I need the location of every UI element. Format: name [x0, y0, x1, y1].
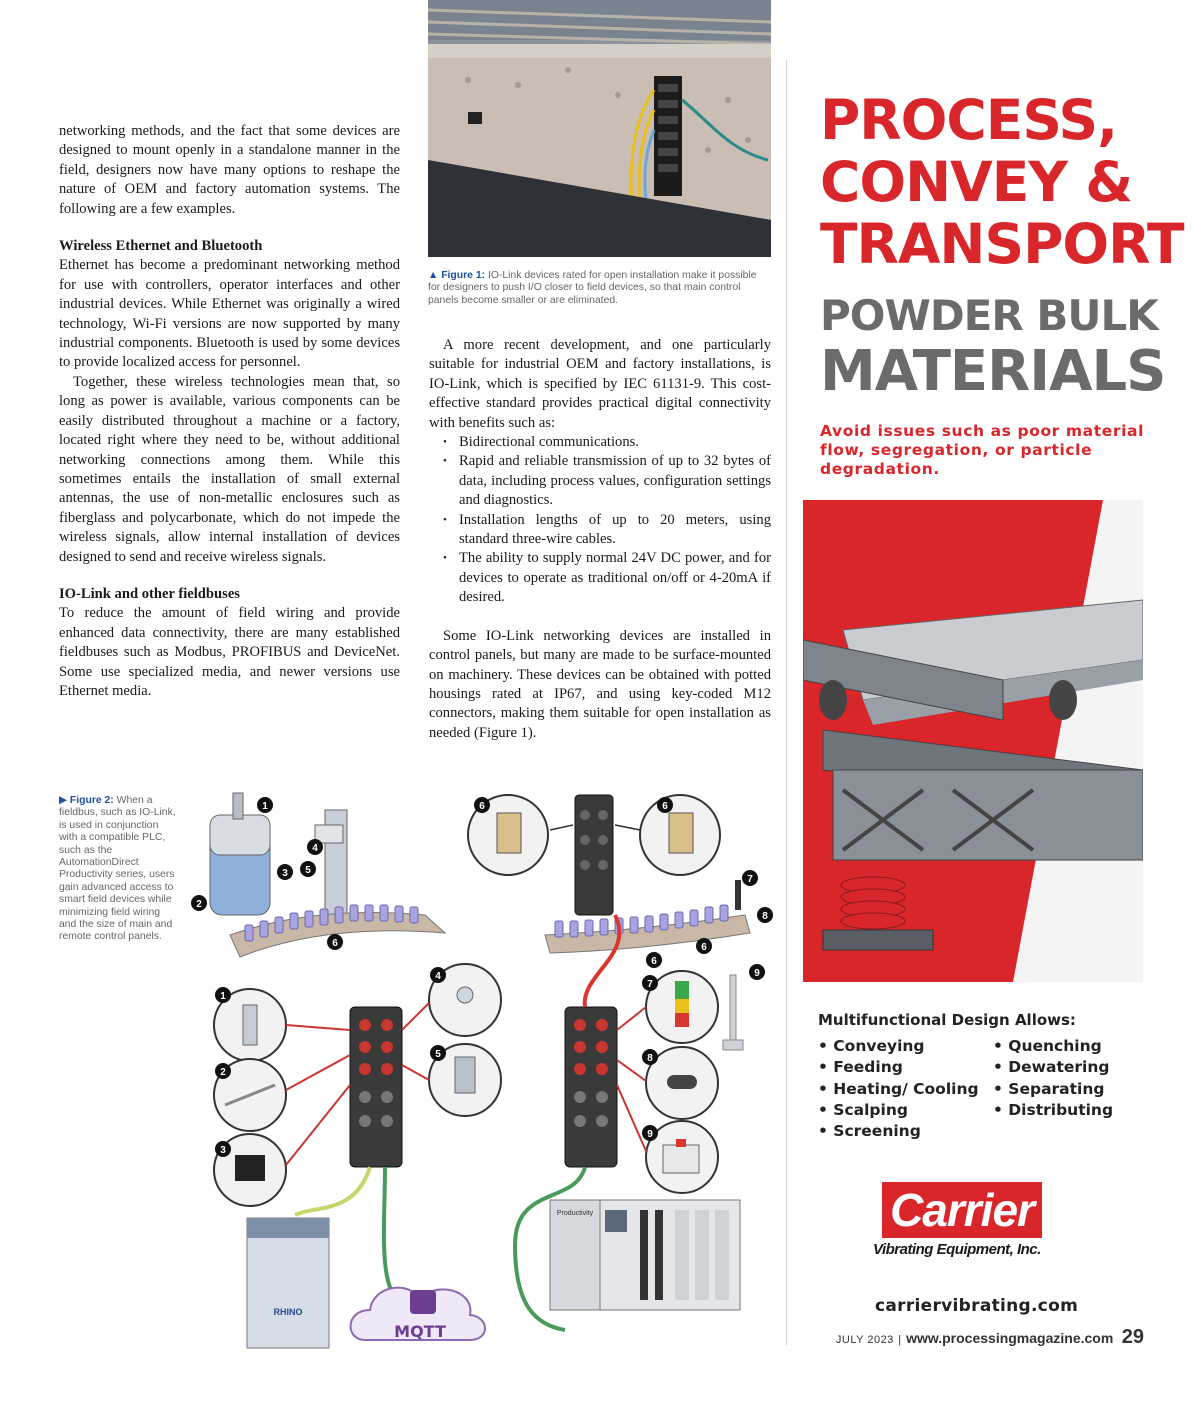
caption-arrow-icon: ▶ [59, 795, 67, 806]
carrier-logo-subtitle: Vibrating Equipment, Inc. [873, 1241, 1041, 1258]
mqtt-label: MQTT [394, 1322, 446, 1341]
plc-brand: Productivity [556, 1210, 594, 1217]
svg-text:6: 6 [701, 942, 707, 953]
benefits-list [429, 433, 771, 608]
svg-text:6: 6 [662, 801, 668, 812]
valve-stand-graphic [315, 810, 347, 920]
sensor-circle-6b [640, 795, 720, 875]
badge-3-top [277, 864, 293, 880]
heading-iolink: IO-Link and other fieldbuses [59, 585, 240, 602]
badge-2-top [191, 895, 207, 911]
badge-2 [215, 1063, 231, 1079]
badge-8-top [757, 907, 773, 923]
conveyor-photo-graphic [428, 0, 771, 257]
feature-item: • Screening [818, 1122, 921, 1141]
footer-date: JULY 2023 [835, 1334, 894, 1346]
figure2-text: When a fieldbus, such as IO-Link, is used in conjunction with a compatible PLC, such as the AutomationDirect Productivity series, users gain advanced access to smart field devices while minimizing field wiring and the size of main and remote control panels. [59, 795, 176, 943]
badge-6-topleft [474, 797, 490, 813]
svg-text:4: 4 [312, 843, 318, 854]
page-number: 29 [1121, 1326, 1144, 1348]
feature-item: • Quenching [993, 1037, 1102, 1055]
vibrating-feeder-graphic [803, 500, 1143, 982]
page-footer [836, 1326, 1144, 1349]
svg-text:4: 4 [435, 971, 441, 982]
feeder-product-image [803, 500, 1143, 982]
svg-text:8: 8 [762, 911, 768, 922]
left-io-hub [350, 1007, 402, 1167]
features-list-right [993, 1036, 1113, 1121]
feature-item: • Distributing [993, 1100, 1114, 1119]
ad-headline-3: TRANSPORT [820, 212, 1184, 276]
badge-7 [642, 975, 658, 991]
svg-text:5: 5 [305, 865, 311, 876]
ad-website-link[interactable]: carriervibrating.com [875, 1296, 1079, 1316]
svg-text:2: 2 [220, 1067, 226, 1078]
light-post [723, 975, 743, 1050]
benefit-item: • Rapid and reliable transmission of up to 32 bytes of data, including process values, configuration settings and diagnostics. [459, 452, 771, 510]
middle-paragraph-1: A more recent development, and one particularly suitable for industrial OEM and factory installations, is IO-Link, which is specified by IEC 61131-9. This cost-effective standard provides practical digital connectivity with benefits such as: [429, 337, 771, 431]
mqtt-cloud [351, 1288, 485, 1341]
ad-headline-2: CONVEY & [820, 150, 1133, 214]
svg-text:9: 9 [647, 1129, 653, 1140]
yellow-cable [295, 1167, 370, 1215]
badge-8 [642, 1049, 658, 1065]
badge-4 [430, 967, 446, 983]
figure2-diagram [185, 785, 775, 1355]
caption-triangle-icon: ▲ [428, 270, 439, 281]
svg-text:3: 3 [220, 1145, 226, 1156]
psu-brand: RHINO [273, 1307, 303, 1317]
ad-headline-1: PROCESS, [820, 88, 1117, 152]
svg-text:6: 6 [332, 938, 338, 949]
feature-item: • Dewatering [993, 1058, 1110, 1077]
features-list-left [818, 1036, 979, 1142]
badge-9-top [749, 964, 765, 980]
badge-6-right-a [646, 952, 662, 968]
svg-text:1: 1 [220, 991, 226, 1002]
svg-text:6: 6 [651, 956, 657, 967]
svg-text:8: 8 [647, 1053, 653, 1064]
benefit-item: • Installation lengths of up to 20 meters, using standard three-wire cables. [459, 511, 771, 550]
footer-separator: | [898, 1334, 902, 1346]
badge-1 [215, 987, 231, 1003]
benefit-item: • Bidirectional communications. [459, 433, 771, 452]
feature-item: • Scalping [818, 1100, 908, 1119]
badge-5 [430, 1045, 446, 1061]
figure1-photo [428, 0, 771, 257]
svg-text:9: 9 [754, 968, 760, 979]
badge-7-top [742, 870, 758, 886]
badge-6-topright [657, 797, 673, 813]
feature-item: • Conveying [818, 1037, 925, 1055]
figure2-label: Figure 2: [69, 795, 114, 806]
left-paragraph-4: To reduce the amount of field wiring and provide enhanced data connectivity, there are many established fieldbuses such as Modbus, PROFIBUS and DeviceNet. Some use specialized media, and newer versions use Ethernet media. [59, 605, 400, 699]
figure1-caption [428, 270, 768, 307]
middle-paragraph-2: Some IO-Link networking devices are installed in control panels, but many are made to be surface-mounted on machinery. These devices can be obtained with potted housings rated at IP67, and using key-coded M12 connectors, making them suitable for open installation as needed (Figure 1). [429, 627, 771, 741]
left-paragraph-1: networking methods, and the fact that some devices are designed to mount openly in a standalone manner in the field, designers now have many options to reshape the nature of OEM and factory automation systems. The following are a few examples. [59, 123, 400, 217]
carrier-advertisement [786, 60, 1200, 1345]
top-io-hub [575, 795, 613, 915]
svg-text:2: 2 [196, 899, 202, 910]
benefit-item: • The ability to supply normal 24V DC power, and for devices to operate as traditional on/off or 4-20mA if desired. [459, 549, 771, 607]
ad-sub-1: POWDER BULK [820, 291, 1158, 340]
badge-6-right-b [696, 938, 712, 954]
figure2-caption [59, 795, 177, 944]
svg-text:1: 1 [262, 801, 268, 812]
ad-sub-2: MATERIALS [820, 339, 1166, 404]
right-io-hub [565, 1007, 617, 1167]
power-supply [247, 1218, 329, 1348]
left-paragraph-2: Ethernet has become a predominant networking method for use with controllers, operator interfaces and other industrial devices. While Ethernet was originally a wired technology, Wi-Fi versions are now supported by many industrial components. Bluetooth is used by some devices to provide localized access for personnel. [59, 257, 400, 371]
plc-rack [550, 1200, 740, 1310]
feature-item: • Separating [993, 1079, 1105, 1098]
features-title: Multifunctional Design Allows: [818, 1011, 1076, 1029]
carrier-logo: Carrier [882, 1182, 1042, 1238]
badge-3 [215, 1141, 231, 1157]
svg-text:3: 3 [282, 868, 288, 879]
badge-9 [642, 1125, 658, 1141]
badge-6-left [327, 934, 343, 950]
figure1-label: Figure 1: [441, 270, 486, 281]
footer-url[interactable]: www.processingmagazine.com [906, 1330, 1114, 1346]
figure1-text: IO-Link devices rated for open installation make it possible for designers to push I/O closer to field devices, so that main control panels become smaller or are eliminated. [428, 270, 757, 306]
svg-text:5: 5 [435, 1049, 441, 1060]
heading-wireless: Wireless Ethernet and Bluetooth [59, 238, 263, 255]
badge-1-top [257, 797, 273, 813]
ad-tagline: Avoid issues such as poor material flow, segregation, or particle degradation. [820, 422, 1144, 478]
left-paragraph-3: Together, these wireless technologies mean that, so long as power is available, various components can be easily distributed throughout a machine or a factory, located right where they need to be, without additional networking connections among them. While this sometimes entails the installation of small external antennas, the use of non-metallic enclosures such as fiberglass and polycarbonate, which do not impede the wireless signals, allow internal installation of devices designed to send and receive wireless signals. [59, 373, 400, 565]
middle-column [429, 336, 771, 743]
feature-item: • Feeding [818, 1058, 903, 1077]
left-column [59, 122, 400, 701]
badge-4-top [307, 839, 323, 855]
feature-item: • Heating/ Cooling [818, 1079, 979, 1098]
svg-text:7: 7 [647, 979, 653, 990]
badge-5-top [300, 861, 316, 877]
svg-text:7: 7 [747, 874, 753, 885]
svg-text:6: 6 [479, 801, 485, 812]
